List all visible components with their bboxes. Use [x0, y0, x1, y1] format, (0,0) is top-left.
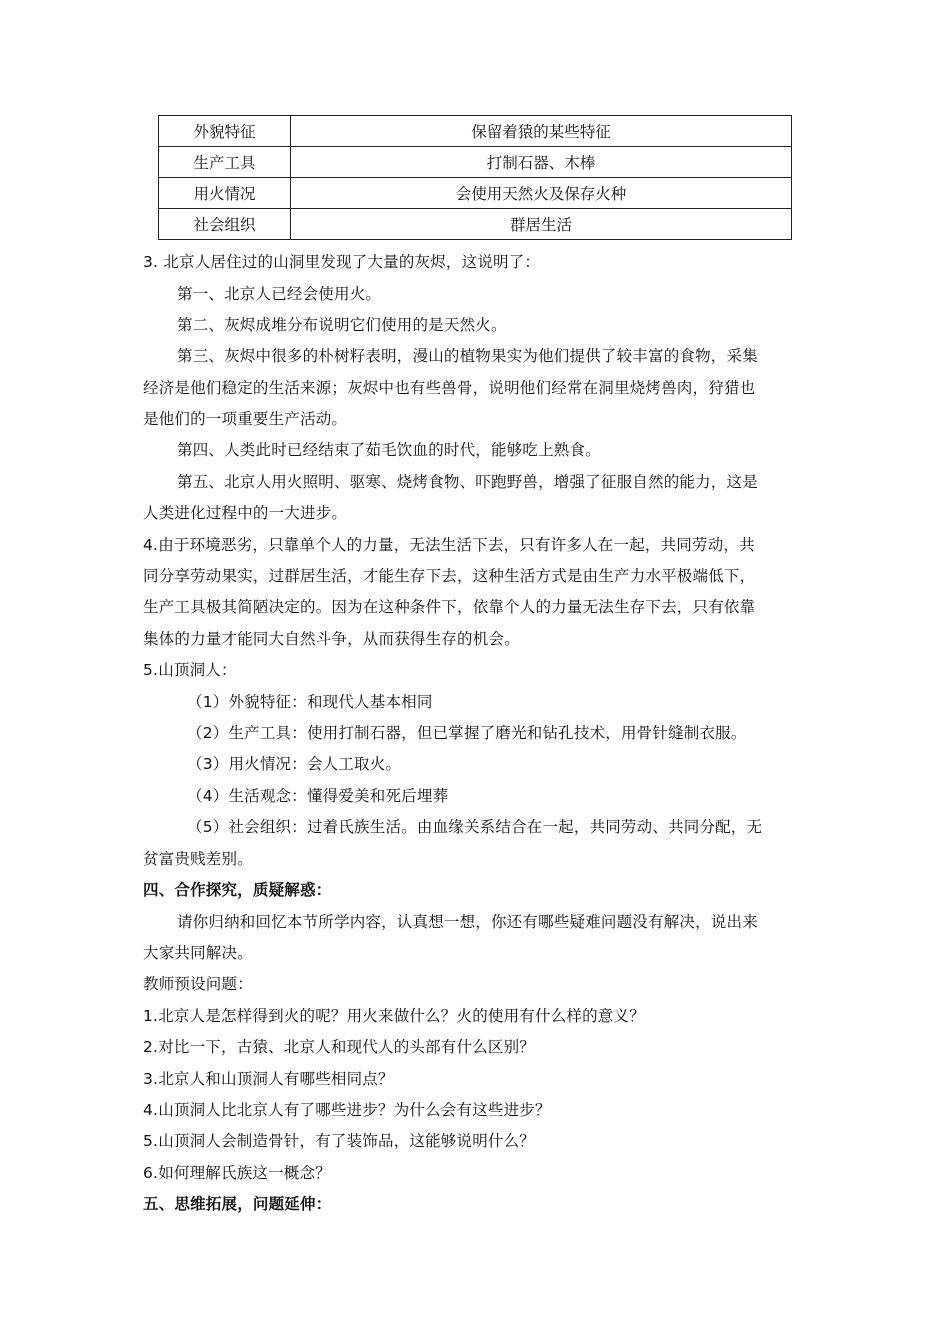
item5-sub5-line2: 贫富贵贱差别。 — [143, 850, 253, 868]
item5-sub2: （2）生产工具：使用打制石器，但已掌握了磨光和钻孔技术，用骨针缝制衣服。 — [187, 724, 747, 742]
table-value: 群居生活 — [291, 209, 792, 240]
item5-sub4: （4）生活观念：懂得爱美和死后埋葬 — [187, 787, 449, 805]
item5-sub1: （1）外貌特征：和现代人基本相同 — [187, 693, 433, 711]
table-value: 会使用天然火及保存火种 — [291, 178, 792, 209]
item3-point5-line1: 第五、北京人用火照明、驱寒、烧烤食物、吓跑野兽，增强了征服自然的能力，这是 — [177, 473, 758, 491]
section4-intro-line1: 请你归纳和回忆本节所学内容，认真想一想，你还有哪些疑难问题没有解决，说出来 — [177, 913, 758, 931]
item3-point4: 第四、人类此时已经结束了茹毛饮血的时代，能够吃上熟食。 — [177, 441, 601, 459]
preset-questions-label: 教师预设问题： — [143, 975, 253, 993]
item3-point3-line2: 经济是他们稳定的生活来源；灰烬中也有些兽骨，说明他们经常在洞里烧烤兽肉，狩猎也 — [143, 379, 756, 397]
item5-sub3: （3）用火情况：会人工取火。 — [187, 755, 402, 773]
item4-line3: 生产工具极其简陋决定的。因为在这种条件下，依靠个人的力量无法生存下去，只有依靠 — [143, 598, 756, 616]
item4-line4: 集体的力量才能同大自然斗争，从而获得生存的机会。 — [143, 630, 520, 648]
item3-point2: 第二、灰烬成堆分布说明它们使用的是天然火。 — [177, 316, 507, 334]
question-item: 2.对比一下，古猿、北京人和现代人的头部有什么区别？ — [143, 1038, 535, 1056]
question-item: 3.北京人和山顶洞人有哪些相同点？ — [143, 1070, 394, 1088]
item4-line1: 4.由于环境恶劣，只靠单个人的力量，无法生活下去，只有许多人在一起，共同劳动，共 — [143, 536, 755, 554]
table-key: 用火情况 — [159, 178, 291, 209]
item4-line2: 同分享劳动果实，过群居生活，才能生存下去，这种生活方式是由生产力水平极端低下， — [143, 567, 756, 585]
item5-sub5-line1: （5）社会组织：过着氏族生活。由血缘关系结合在一起，共同劳动、共同分配，无 — [187, 818, 763, 836]
table-row — [159, 116, 792, 147]
table-key: 社会组织 — [159, 209, 291, 240]
item3-point1: 第一、北京人已经会使用火。 — [177, 285, 382, 303]
question-item: 4.山顶洞人比北京人有了哪些进步？为什么会有这些进步？ — [143, 1101, 551, 1119]
section4-intro-line2: 大家共同解决。 — [143, 944, 253, 962]
table-row — [159, 178, 792, 209]
table-key: 生产工具 — [159, 147, 291, 178]
item5-heading: 5.山顶洞人： — [143, 661, 237, 679]
item3-point3-line1: 第三、灰烬中很多的朴树籽表明，漫山的植物果实为他们提供了较丰富的食物，采集 — [177, 347, 758, 365]
table-key: 外貌特征 — [159, 116, 291, 147]
table-row — [159, 147, 792, 178]
question-item: 1.北京人是怎样得到火的呢？用火来做什么？火的使用有什么样的意义？ — [143, 1007, 645, 1025]
beijing-man-features-table — [158, 115, 792, 240]
table-value: 打制石器、木棒 — [291, 147, 792, 178]
table-value: 保留着猿的某些特征 — [291, 116, 792, 147]
table-row — [159, 209, 792, 240]
question-item: 5.山顶洞人会制造骨针，有了装饰品，这能够说明什么？ — [143, 1132, 535, 1150]
question-item: 6.如何理解氏族这一概念？ — [143, 1164, 331, 1182]
item3-heading: 3. 北京人居住过的山洞里发现了大量的灰烬，这说明了： — [143, 253, 541, 271]
item3-point3-line3: 是他们的一项重要生产活动。 — [143, 410, 348, 428]
section4-title: 四、合作探究，质疑解惑： — [143, 881, 332, 899]
section5-title: 五、思维拓展，问题延伸： — [143, 1195, 332, 1213]
item3-point5-line2: 人类进化过程中的一大进步。 — [143, 504, 348, 522]
